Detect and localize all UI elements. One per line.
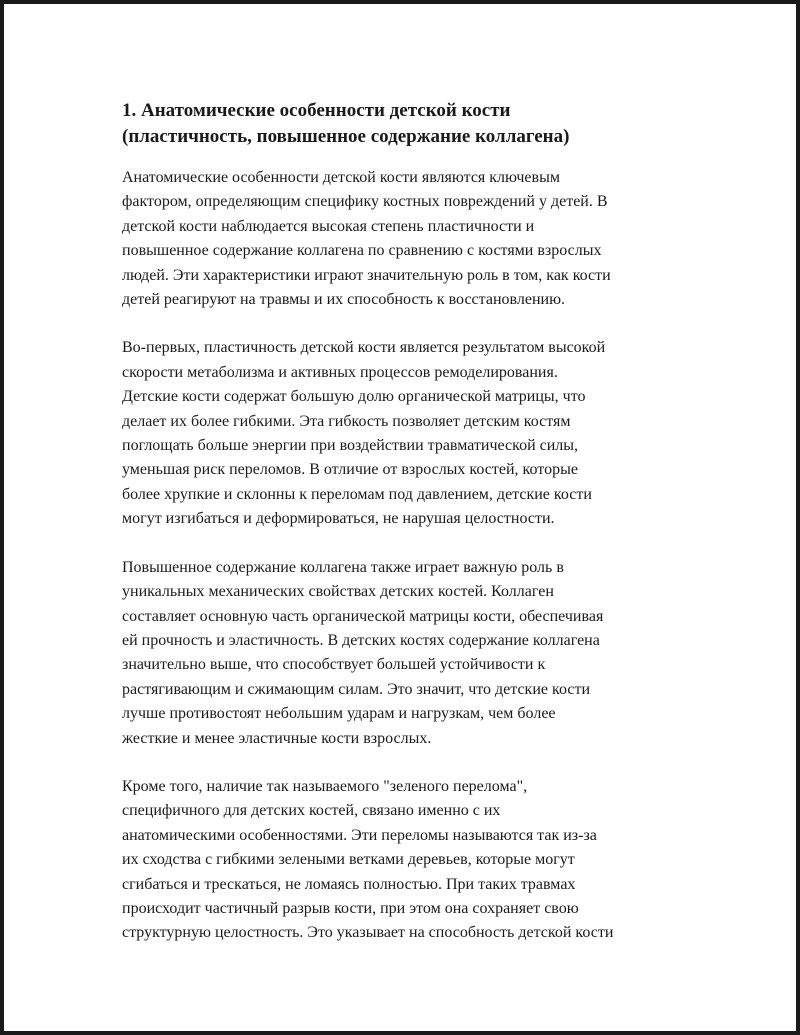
text-line: составляет основную часть органической матрицы кости, обеспечивая bbox=[122, 607, 604, 625]
text-line: Детские кости содержат большую долю органической матрицы, что bbox=[122, 388, 586, 406]
text-line: повышенное содержание коллагена по сравнению с костями взрослых bbox=[122, 242, 602, 260]
text-line: специфичного для детских костей, связано именно с их bbox=[122, 802, 501, 820]
text-line: Анатомические особенности детской кости являются ключевым bbox=[122, 169, 560, 186]
text-line: анатомическими особенностями. Эти переломы называются так из-за bbox=[122, 826, 597, 844]
document-body bbox=[122, 98, 697, 970]
text-line: ей прочность и эластичность. В детских костях содержание коллагена bbox=[122, 631, 600, 649]
paragraph-greenstick-fracture bbox=[122, 775, 697, 946]
text-line: могут изгибаться и деформироваться, не нарушая целостности. bbox=[122, 510, 555, 528]
text-line: жесткие и менее эластичные кости взрослых. bbox=[122, 729, 432, 747]
text-line: происходит частичный разрыв кости, при этом она сохраняет свою bbox=[122, 899, 579, 917]
text-line: структурную целостность. Это указывает на способность детской кости bbox=[122, 924, 614, 942]
text-line: значительно выше, что способствует большей устойчивости к bbox=[122, 656, 546, 674]
text-line: детей реагируют на травмы и их способность к восстановлению. bbox=[122, 291, 566, 309]
text-line: растягивающим и сжимающим силам. Это значит, что детские кости bbox=[122, 680, 591, 698]
text-line: людей. Эти характеристики играют значительную роль в том, как кости bbox=[122, 266, 611, 284]
text-line: более хрупкие и склонны к переломам под давлением, детские кости bbox=[122, 485, 592, 503]
section-heading-line: 1. Анатомические особенности детской кости bbox=[122, 100, 511, 121]
text-line: уникальных механических свойствах детских костей. Коллаген bbox=[122, 583, 554, 601]
section-heading-line: (пластичность, повышенное содержание коллагена) bbox=[122, 126, 570, 147]
text-line: Повышенное содержание коллагена также играет важную роль в bbox=[122, 558, 564, 576]
text-line: скорости метаболизма и активных процессов ремоделирования. bbox=[122, 363, 558, 381]
text-line: делает их более гибкими. Эта гибкость позволяет детским костям bbox=[122, 412, 571, 430]
text-line: уменьшая риск переломов. В отличие от взрослых костей, которые bbox=[122, 461, 578, 479]
text-line: Кроме того, наличие так называемого "зеленого перелома", bbox=[122, 777, 528, 795]
paragraph-intro bbox=[122, 166, 697, 312]
paragraph-collagen bbox=[122, 556, 697, 751]
text-line: фактором, определяющим специфику костных повреждений у детей. В bbox=[122, 193, 608, 211]
text-line: сгибаться и трескаться, не ломаясь полностью. При таких травмах bbox=[122, 875, 576, 893]
text-line: лучше противостоят небольшим ударам и нагрузкам, чем более bbox=[122, 705, 556, 723]
paragraph-plasticity bbox=[122, 336, 697, 531]
text-line: Во-первых, пластичность детской кости является результатом высокой bbox=[122, 339, 606, 357]
section-heading bbox=[122, 98, 697, 150]
text-line: поглощать больше энергии при воздействии травматической силы, bbox=[122, 437, 579, 455]
text-line: детской кости наблюдается высокая степень пластичности и bbox=[122, 217, 535, 235]
text-line: их сходства с гибкими зелеными ветками деревьев, которые могут bbox=[122, 851, 575, 869]
